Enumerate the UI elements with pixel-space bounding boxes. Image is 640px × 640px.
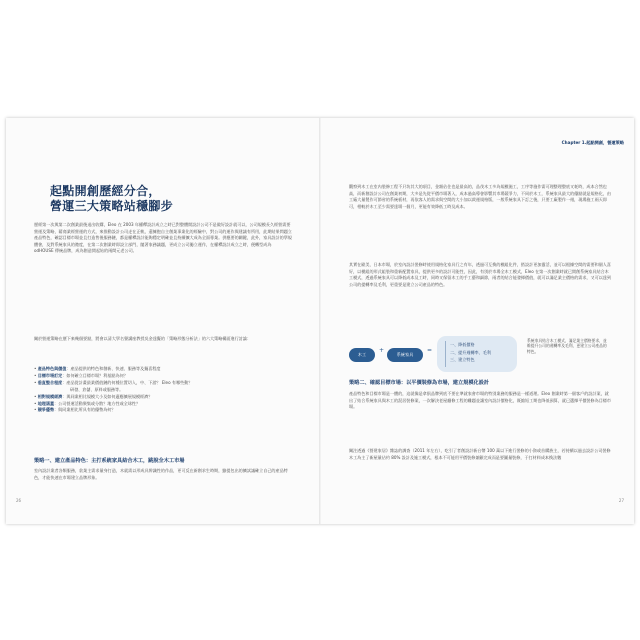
chapter-header: Chapter 1.起點開創，營運策略 xyxy=(561,140,624,145)
list-item: • 目標市場訂定：如何確立目標市場？利基點為何？ xyxy=(34,372,128,378)
book-spread xyxy=(6,118,634,524)
market-research-paragraph: 關注透過《營建家居》雜誌的調查（2011 年左右），吃引了者創設計新台幣 100 萬以下進行裝修的小資或首購族主，若持續以過去設計公司裝修木工為主了新屋量佔約 80% 設計及施工模式，根本不可能用平價裝修兼顧完成而是要圖量裝修，于打材料成本換法數 xyxy=(349,448,611,460)
list-item: • 產品特色與價值：產品提供的特色和創新、快速、服務等及獨喜程度 xyxy=(34,366,161,371)
strategy-diagram xyxy=(349,336,609,372)
equals-icon: = xyxy=(427,347,433,354)
strategy-intro-paragraph: 關於營運策略在歷下來幾個要點，將會以清大學名譽講座教授吳金達擬的「策略形態分析法」的六大策略構面進行討論： xyxy=(34,336,251,341)
page-number-left: 26 xyxy=(16,498,22,503)
left-page xyxy=(6,118,319,524)
plus-icon: + xyxy=(379,347,385,354)
diagram-woodwork: 木工 xyxy=(349,348,375,362)
right-page xyxy=(321,118,634,524)
title-line-1: 起點開創歷經分合， xyxy=(50,184,161,198)
diagram-result-list xyxy=(445,341,514,367)
strategy-1-heading: 策略一、建立產品特色：主打系統家具結合木工，跳脫全木工市場 xyxy=(34,458,185,464)
section-title xyxy=(50,184,173,214)
paragraph-woodwork: 觀察到木工在室內裝修工程不只坊其大的項目，金額佔住也是最高的，品茂木工多為規模施工，工序等施作需可理整理整底又耗時，成本合然也高，而新創設計公司在創業初期，大多是先從平價市場著入，成本過高導會影響其市場競爭力，不同於木工，系統家具最大的優點就是規格化，由工廠大量製作可節省的系統板材，再依客人的需求與空間的大小加以裁運規格版，一般系統家具下訂之後，只要工廠製作一週，現場施工兩天即可，相較於木工至少需要達場一個月，更能有效降低工時及成本。 xyxy=(349,184,611,209)
list-item: • 地理涵蓋：公司營運活動聚集或分散？地方性或全球性？ xyxy=(34,400,141,406)
list-item: • 相對規模經濟：與同業相比規模大小及如何適應擴展規模經濟？ xyxy=(34,393,153,399)
strategy-2-paragraph: 產品特色和目標市場是一體的，這就像是拿俱品牌到底不要在準就家會市場的特別業務的服務是一樣道理。Eleo 創業時第一個客戶的設計案，就出了結合系統家具與木工的混居裝修案，一次解決老屋翻修工程的難題並讓室內設計價格化，既縮短工期也降低預算，就已選擇平價裝修為目標市場。 xyxy=(349,391,611,410)
diagram-note: 系統家具結合木工模式，滿足業主價格要求，並維提升公司的週轉率及毛利，更建立公司產品的特色。 xyxy=(527,338,607,354)
intro-paragraph: 歷經第一次與第二次創業最後退出收購，Eleo 在 2003 年權釋設計成立之時已對整體開設計公司不是做好設計就可以，公司規模長久經營需要營運及策略，藉商業經營運的方式，來推動設計公司走在正軌，還擁抱自主創業事業化的經驗中，對公司的運作與建議有所用，此期結果問題立產品特色，確認目標市場並且打造售後服務鏈，都是權釋設計能夠穩定明確並且持續擴大成為全面專業。供應要的關鍵，此外，家具設計的學規體會，及對系統家具的邀度，在第二次創業時即設立部門，隨著家務議題，更成立公司獨立運作，在權釋設計成立之時，便轉型成為 odHOUSE 傳統品牌，成為創造開起始的兩間元老公司。 xyxy=(34,222,292,254)
list-item: • 垂直整合程度：產品從計畫最業價值鏈的何種位置切入，中、下游？ Eleo 有哪些動？ xyxy=(34,379,193,385)
page-number-right: 27 xyxy=(618,498,624,503)
strategy-1-paragraph: 室內設計業者各類服務，款業主需求量身打造，木就需以形成具辨識性的作品，更可反在新創求生時期，雖提包出的擴試議確立自己的產品特色，才能快速在市場建立品牌形象。 xyxy=(34,468,288,480)
title-line-2: 營運三大策略站穩腳步 xyxy=(50,199,174,213)
strategy-2-heading: 策略二、確認目標市場：以平價裝修為市場，建立規模化設計 xyxy=(349,380,490,386)
list-item: 研發、倉儲、原料或服務等。 xyxy=(70,386,124,392)
result-item: 三、建立特色 xyxy=(450,357,475,363)
result-item: 一、降低價格 xyxy=(450,342,475,347)
paragraph-system-furniture: 其實在歐美、日本市場，於室內設計裝修時使用規格化家具行之有年，透過可互換的模組化件，搭設計更加靈活，並可以根據空間的需要和個人喜好，以模組的形式組裝和重新配置家具，提供更多的設計可能性，因此，有別於市場全木工模式，Eleo 在第一次創業時就已開創系統家具結合木工模式，透過系統家具可以降低成本及工時，同時又保留木工的手工藝和細節，兩者的結合能發揮價值，就可以滿足業主價格的需求，又可以達到公司的提轉率及毛利，更重要是建立公司產品的特色。 xyxy=(349,262,611,287)
result-item: 二、提升週轉率、毛利 xyxy=(450,349,491,355)
strategy-list xyxy=(34,366,292,414)
list-item: • 競爭優勢：與同業相比所具有的優勢為何？ xyxy=(34,407,116,413)
diagram-system-furniture: 系統家具 xyxy=(387,348,423,362)
